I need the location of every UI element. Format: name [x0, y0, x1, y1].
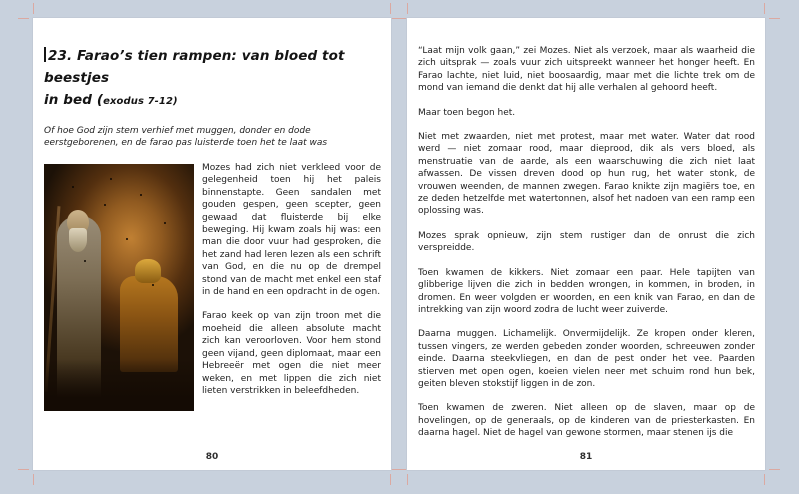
right-body-text	[418, 45, 755, 440]
crop-mark	[769, 469, 780, 470]
painting-foreground-shadow	[44, 359, 194, 411]
crop-mark	[392, 18, 403, 19]
moses-beard	[69, 228, 87, 252]
fly-speck	[110, 178, 112, 180]
chapter-subtitle: Of hoe God zijn stem verhief met muggen, donder en dode eerstgeborenen, en de farao pas luisterde toen het te laat was	[44, 126, 328, 148]
paragraph: Toen kwamen de zweren. Niet alleen op de slaven, maar op de hovelingen, op de generaals, op de kinderen van de priesterkasten. En daarna hagel. Niet de hagel van gewone stormen, maar stenen ijs die	[418, 403, 755, 439]
chapter-title	[44, 45, 381, 113]
book-spread	[33, 18, 765, 470]
paragraph: Farao keek op van zijn troon met die moeheid die alleen absolute macht zich kan veroorloven. Voor hem stond geen vijand, geen diplomaat, maar een Hebreeër met ogen die niet meer weken, en met lippen die zich niet lieten verstrikken in beleefdheden.	[202, 311, 381, 396]
crop-mark	[764, 474, 765, 485]
page-number-left: 80	[205, 452, 219, 462]
crop-mark	[407, 3, 408, 14]
fly-speck	[126, 238, 128, 240]
paragraph: Mozes had zich niet verkleed voor de gelegenheid toen hij het paleis binnenstapte. Geen sandalen met gouden gespen, geen scepter, geen gewaad dat fluisterde bij elke beweging. Hij kwam zoals hij was: een man die door vuur had gesproken, die het zand had leren lezen als een schrift van God, en die nu op de drempel stond van de macht met enkel een staf in de hand en een opdracht in de ogen.	[202, 163, 381, 298]
fly-speck	[164, 222, 166, 224]
moses-before-pharaoh-painting	[44, 164, 194, 411]
crop-mark	[33, 474, 34, 485]
pharaoh-figure	[120, 276, 178, 372]
crop-mark	[390, 3, 391, 14]
crop-mark	[18, 18, 29, 19]
paragraph: Daarna muggen. Lichamelijk. Onvermijdelijk. Ze kropen onder kleren, tussen vingers, ze werden gebeden zonder woorden, schreeuwen zonder einde. Daarna steekvliegen, en dan de pest onder het vee. Paarden stierven met open ogen, koeien vielen neer met schuim rond hun bek, geiten bleven stokstijf liggen in de zon.	[418, 329, 755, 389]
paragraph: “Laat mijn volk gaan,” zei Mozes. Niet als verzoek, maar als waarheid die zich uitsprak — zoals vuur zich uitspreekt wanneer het honger heeft. En Farao lachte, niet luid, niet boosaardig, maar met die lichte trek om de mond van iemand die denkt dat hij alle verhalen al gehoord heeft.	[418, 46, 755, 94]
page-right	[407, 18, 765, 470]
crop-mark	[33, 3, 34, 14]
fly-speck	[72, 186, 74, 188]
pharaoh-headdress	[135, 259, 161, 283]
fly-speck	[84, 260, 86, 262]
page-left	[33, 18, 391, 470]
paragraph: Maar toen begon het.	[418, 107, 516, 118]
crop-mark	[764, 3, 765, 14]
paragraph: Toen kwamen de kikkers. Niet zomaar een paar. Hele tapijten van glibberige lijven die zich in bedden wrongen, in kommen, in broden, in dromen. En weer volgden er woorden, en een knik van Farao, en dan de intrekking van zijn woord zodra de lucht weer zuiverde.	[418, 267, 755, 315]
paragraph: Niet met zwaarden, niet met protest, maar met water. Water dat rood werd — niet zomaar rood, maar dieprood, dik als vers bloed, als menstruatie van de aarde, als een waarschuwing die zich niet laat afwassen. De vissen dreven dood op hun rug, het water stonk, de vrouwen weenden, de mannen zwegen. Farao knikte zijn magiërs toe, en ze deden hetzelfde met watertonnen, alsof het nadoen van een ramp een oplossing was.	[418, 132, 755, 217]
paragraph: Mozes sprak opnieuw, zijn stem rustiger dan de onrust die zich verspreidde.	[418, 230, 755, 254]
crop-mark	[407, 474, 408, 485]
page-left-content	[33, 18, 391, 470]
left-body-text	[44, 162, 381, 397]
page-number-right: 81	[579, 452, 593, 462]
fly-speck	[140, 194, 142, 196]
title-accent-bar	[44, 47, 46, 62]
crop-mark	[392, 469, 403, 470]
chapter-title-line2: in bed (	[44, 92, 104, 108]
page-right-content	[407, 18, 765, 470]
fly-speck	[152, 284, 154, 286]
crop-mark	[769, 18, 780, 19]
crop-mark	[390, 474, 391, 485]
crop-mark	[18, 469, 29, 470]
chapter-title-line1: 23. Farao’s tien rampen: van bloed tot beestjes	[44, 48, 345, 86]
chapter-title-exodus-ref: exodus 7-12)	[103, 96, 178, 107]
fly-speck	[104, 204, 106, 206]
